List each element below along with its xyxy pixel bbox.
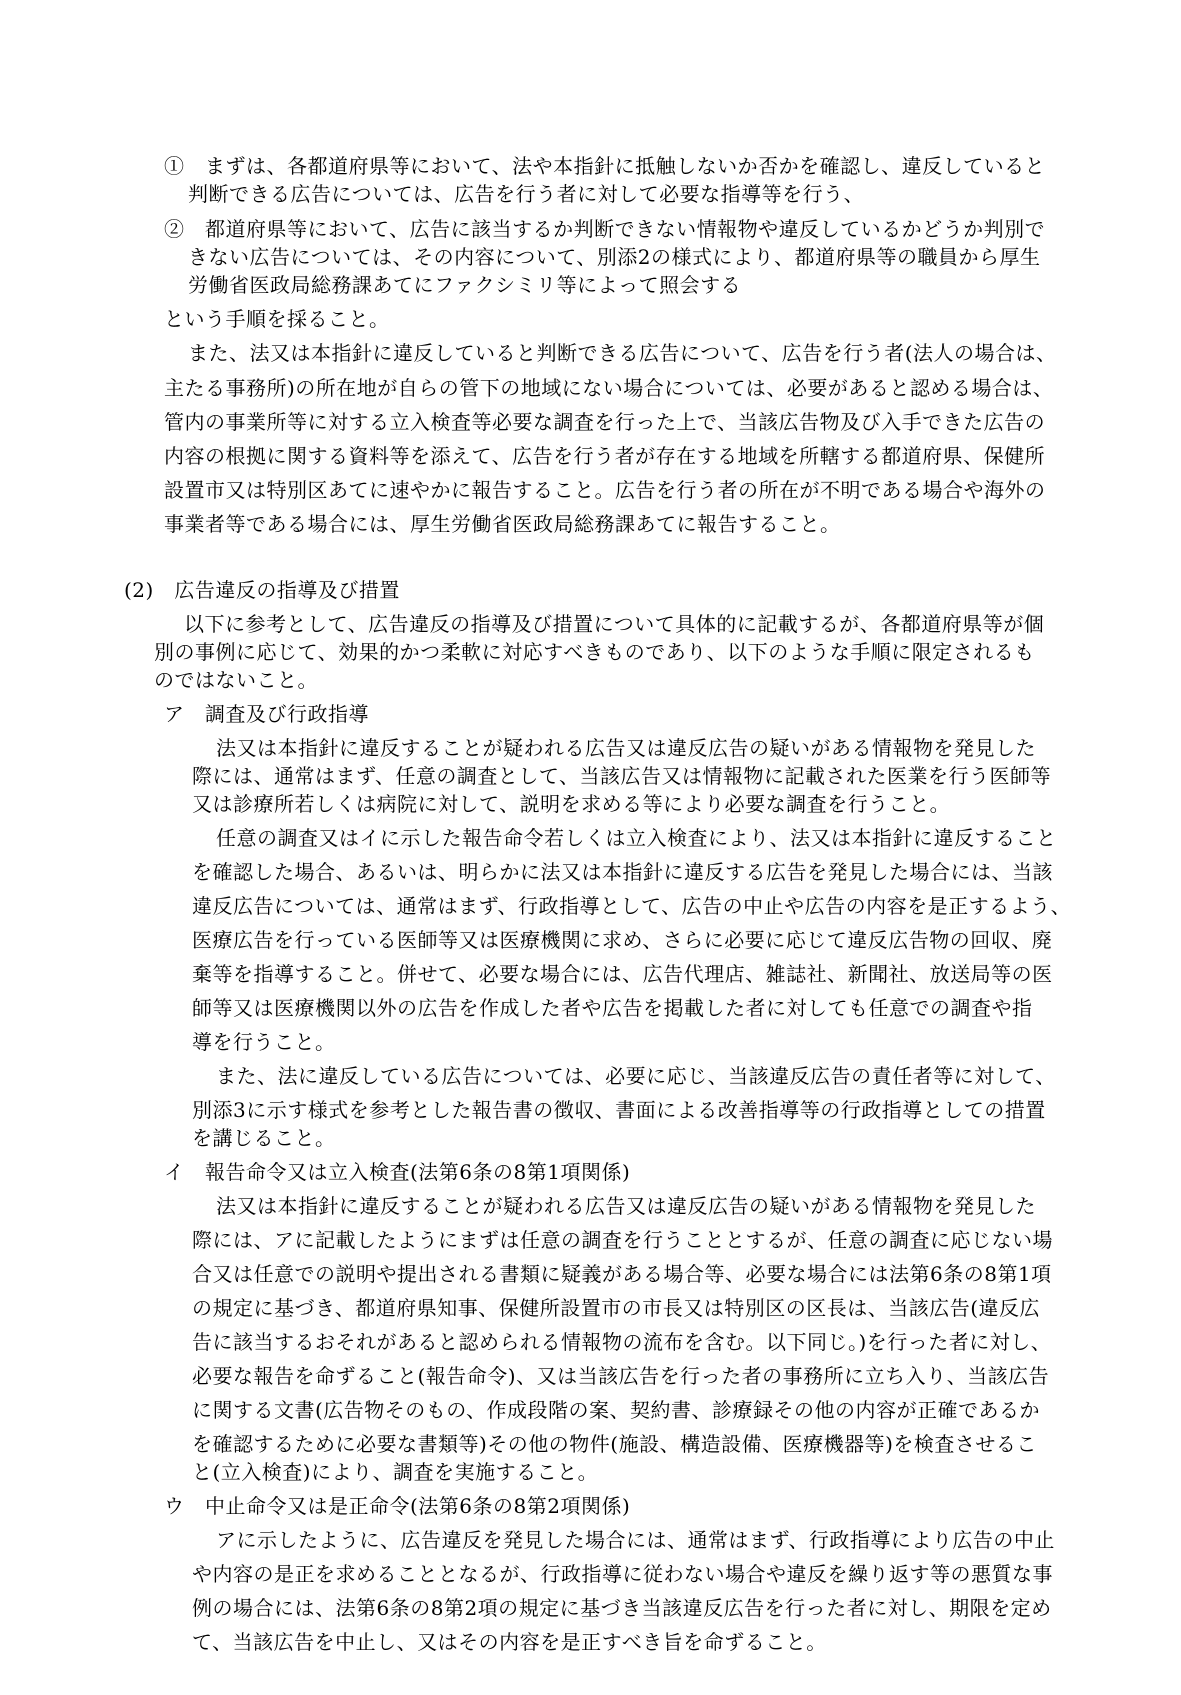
text-line: を確認した場合、あるいは、明らかに法又は本指針に違反する広告を発見した場合には、当該: [192, 860, 1053, 884]
text-line: 告に該当するおそれがあると認められる情報物の流布を含む。以下同じ。)を行った者に対し、: [192, 1330, 1052, 1354]
text-line: という手順を採ること。: [164, 307, 390, 331]
text-line: 任意の調査又はイに示した報告命令若しくは立入検査により、法又は本指針に違反すること: [216, 826, 1057, 850]
text-line: 事業者等である場合には、厚生労働省医政局総務課あてに報告すること。: [164, 512, 841, 536]
text-line: 以下に参考として、広告違反の指導及び措置について具体的に記載するが、各都道府県等が個: [184, 612, 1045, 636]
text-line: て、当該広告を中止し、又はその内容を是正すべき旨を命ずること。: [192, 1630, 827, 1654]
text-line: 棄等を指導すること。併せて、必要な場合には、広告代理店、雑誌社、新聞社、放送局等の医: [192, 962, 1053, 986]
text-line: 主たる事務所)の所在地が自らの管下の地域にない場合については、必要があると認める場合は、: [164, 376, 1054, 400]
text-line: 別添3に示す様式を参考とした報告書の徴収、書面による改善指導等の行政指導としての措置: [192, 1098, 1046, 1122]
text-line: のではないこと。: [154, 668, 318, 692]
text-line: また、法に違反している広告については、必要に応じ、当該違反広告の責任者等に対して、: [216, 1064, 1056, 1088]
text-line: 別の事例に応じて、効果的かつ柔軟に対応すべきものであり、以下のような手順に限定されるも: [154, 640, 1035, 664]
text-line: 際には、通常はまず、任意の調査として、当該広告又は情報物に記載された医業を行う医師等: [192, 764, 1051, 788]
text-line: 際には、アに記載したようにまずは任意の調査を行うこととするが、任意の調査に応じない場: [192, 1228, 1053, 1252]
text-line: 又は診療所若しくは病院に対して、説明を求める等により必要な調査を行うこと。: [192, 792, 951, 816]
text-line: 法又は本指針に違反することが疑われる広告又は違反広告の疑いがある情報物を発見した: [216, 736, 1036, 760]
subsection-heading: イ 報告命令又は立入検査(法第6条の8第1項関係): [164, 1160, 631, 1184]
text-line: 例の場合には、法第6条の8第2項の規定に基づき当該違反広告を行った者に対し、期限を定め: [192, 1596, 1052, 1620]
text-line: きない広告については、その内容について、別添2の様式により、都道府県等の職員から厚生: [188, 245, 1041, 269]
text-line: と(立入検査)により、調査を実施すること。: [192, 1460, 599, 1484]
text-line: 医療広告を行っている医師等又は医療機関に求め、さらに必要に応じて違反広告物の回収、廃: [192, 928, 1053, 952]
text-line: アに示したように、広告違反を発見した場合には、通常はまず、行政指導により広告の中止: [216, 1528, 1055, 1552]
text-line: を講じること。: [192, 1126, 336, 1150]
text-line: 師等又は医療機関以外の広告を作成した者や広告を掲載した者に対しても任意での調査や指: [192, 996, 1033, 1020]
text-line: 労働省医政局総務課あてにファクシミリ等によって照会する: [188, 273, 742, 297]
text-line: 内容の根拠に関する資料等を添えて、広告を行う者が存在する地域を所轄する都道府県、保健所: [164, 444, 1046, 468]
section-heading: (2) 広告違反の指導及び措置: [124, 578, 400, 602]
text-line: 合又は任意での説明や提出される書類に疑義がある場合等、必要な場合には法第6条の8第1項: [192, 1262, 1052, 1286]
text-line: 導を行うこと。: [192, 1030, 336, 1054]
text-line: 設置市又は特別区あてに速やかに報告すること。広告を行う者の所在が不明である場合や海外の: [164, 478, 1046, 502]
text-line: の規定に基づき、都道府県知事、保健所設置市の市長又は特別区の区長は、当該広告(違反広: [192, 1296, 1041, 1320]
text-line: ① まずは、各都道府県等において、法や本指針に抵触しないか否かを確認し、違反していると: [164, 154, 1046, 178]
text-line: 判断できる広告については、広告を行う者に対して必要な指導等を行う、: [188, 182, 865, 206]
subsection-heading: ア 調査及び行政指導: [164, 702, 369, 726]
text-line: また、法又は本指針に違反していると判断できる広告について、広告を行う者(法人の場合は、: [188, 341, 1057, 365]
text-line: 法又は本指針に違反することが疑われる広告又は違反広告の疑いがある情報物を発見した: [216, 1194, 1036, 1218]
text-line: ② 都道府県等において、広告に該当するか判断できない情報物や違反しているかどうか判別で: [164, 217, 1046, 241]
text-line: や内容の是正を求めることとなるが、行政指導に従わない場合や違反を繰り返す等の悪質な事: [192, 1562, 1053, 1586]
text-line: 違反広告については、通常はまず、行政指導として、広告の中止や広告の内容を是正するよう、: [192, 894, 1072, 918]
text-line: 管内の事業所等に対する立入検査等必要な調査を行った上で、当該広告物及び入手できた広告の: [164, 410, 1046, 434]
text-line: に関する文書(広告物そのもの、作成段階の案、契約書、診療録その他の内容が正確であるか: [192, 1398, 1041, 1422]
subsection-heading: ウ 中止命令又は是正命令(法第6条の8第2項関係): [164, 1494, 631, 1518]
text-line: 必要な報告を命ずること(報告命令)、又は当該広告を行った者の事務所に立ち入り、当該広告: [192, 1364, 1050, 1388]
text-line: を確認するために必要な書類等)その他の物件(施設、構造設備、医療機器等)を検査させるこ: [192, 1432, 1037, 1456]
